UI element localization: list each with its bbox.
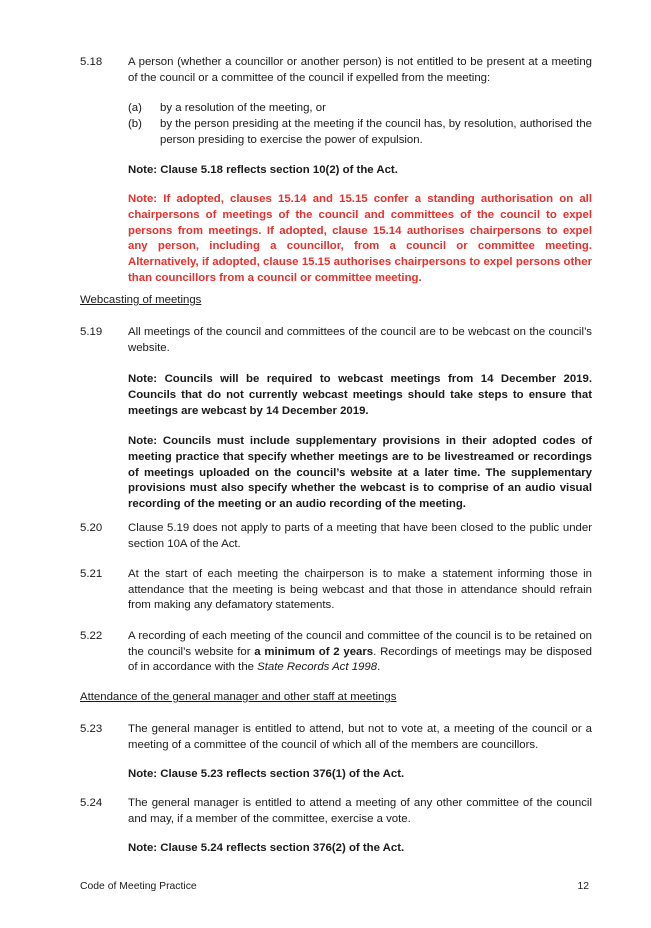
page-number: 12 [577, 881, 589, 892]
note-5-18: Note: Clause 5.18 reflects section 10(2) of the Act. [128, 164, 398, 176]
clause-number: 5.20 [80, 522, 103, 534]
clause-5-18-item-a [128, 101, 592, 117]
clause-text: All meetings of the council and committees of the council are to be webcast on the council’s website. [128, 326, 592, 354]
clause-text-italic: State Records Act 1998 [257, 661, 378, 674]
item-label: (a) [128, 102, 142, 114]
clause-number: 5.24 [80, 797, 103, 809]
clause-number: 5.18 [80, 56, 103, 68]
clause-number: 5.21 [80, 568, 103, 580]
note-5-24: Note: Clause 5.24 reflects section 376(2) of the Act. [128, 842, 405, 854]
clause-text: Clause 5.19 does not apply to parts of a meeting that have been closed to the public under section 10A of the Act. [128, 522, 592, 550]
clause-number: 5.23 [80, 723, 103, 735]
item-text: by a resolution of the meeting, or [160, 102, 326, 114]
item-text: by the person presiding at the meeting if the council has, by resolution, authorised the person presiding to exercise the power of expulsion. [160, 118, 592, 146]
clause-5-18-item-b [128, 117, 592, 148]
note-5-23: Note: Clause 5.23 reflects section 376(1) of the Act. [128, 768, 405, 780]
item-label: (b) [128, 118, 142, 130]
clause-text: A person (whether a councillor or another person) is not entitled to be present at a meeting of the council or a committee of the council if expelled from the meeting: [128, 56, 592, 84]
clause-text: At the start of each meeting the chairperson is to make a statement informing those in attendance that the meeting is being webcast and that those in attendance should refrain from making any defamatory statements. [128, 568, 592, 612]
note-expulsion-red: Note: If adopted, clauses 15.14 and 15.15 confer a standing authorisation on all chairpersons of meetings of the council and committees of the council to expel persons from meetings. If adopted, clause 15.14 authorises chairpersons to expel any person, including a councillor, from a council or committee meeting. Alternatively, if adopted, clause 15.15 authorises chairpersons to expel persons other than councillors from a council or committee meeting. [128, 193, 592, 284]
clause-5-22 [80, 629, 592, 676]
clause-number: 5.22 [80, 630, 103, 642]
note-supplementary-provisions: Note: Councils must include supplementary provisions in their adopted codes of meeting practice that specify whether meetings are to be livestreamed or recordings of meetings uploaded on the council’s website at a later time. The supplementary provisions must also specify whether the webcast is to comprise of an audio visual recording of the meeting or an audio recording of the meeting. [128, 435, 592, 511]
clause-5-20 [80, 521, 592, 552]
clause-5-19 [80, 325, 592, 356]
clause-number: 5.19 [80, 326, 103, 338]
clause-text-part: . Recordings of meetings may be disposed of in accordance with the [128, 645, 593, 674]
section-heading-webcasting: Webcasting of meetings [80, 294, 202, 306]
clause-text [128, 629, 592, 676]
clause-5-21 [80, 567, 592, 614]
clause-text: The general manager is entitled to attend a meeting of any other committee of the council and may, if a member of the committee, exercise a vote. [128, 797, 592, 825]
clause-5-24 [80, 796, 592, 827]
clause-5-18 [80, 55, 592, 86]
section-heading-attendance: Attendance of the general manager and other staff at meetings [80, 691, 397, 703]
clause-text-part: A recording of each meeting of the council and committee of the council is to be retained on the council’s website for [128, 630, 592, 658]
footer-title: Code of Meeting Practice [80, 881, 197, 892]
clause-5-23 [80, 722, 592, 753]
clause-text-part: . [377, 661, 381, 674]
clause-text: The general manager is entitled to attend, but not to vote at, a meeting of the council or a meeting of a committee of the council of which all of the members are councillors. [128, 723, 592, 751]
note-webcast-deadline: Note: Councils will be required to webcast meetings from 14 December 2019. Councils that do not currently webcast meetings should take steps to ensure that meetings are webcast by 14 December 2019. [128, 373, 592, 417]
clause-text-bold: a minimum of 2 years [254, 645, 374, 658]
